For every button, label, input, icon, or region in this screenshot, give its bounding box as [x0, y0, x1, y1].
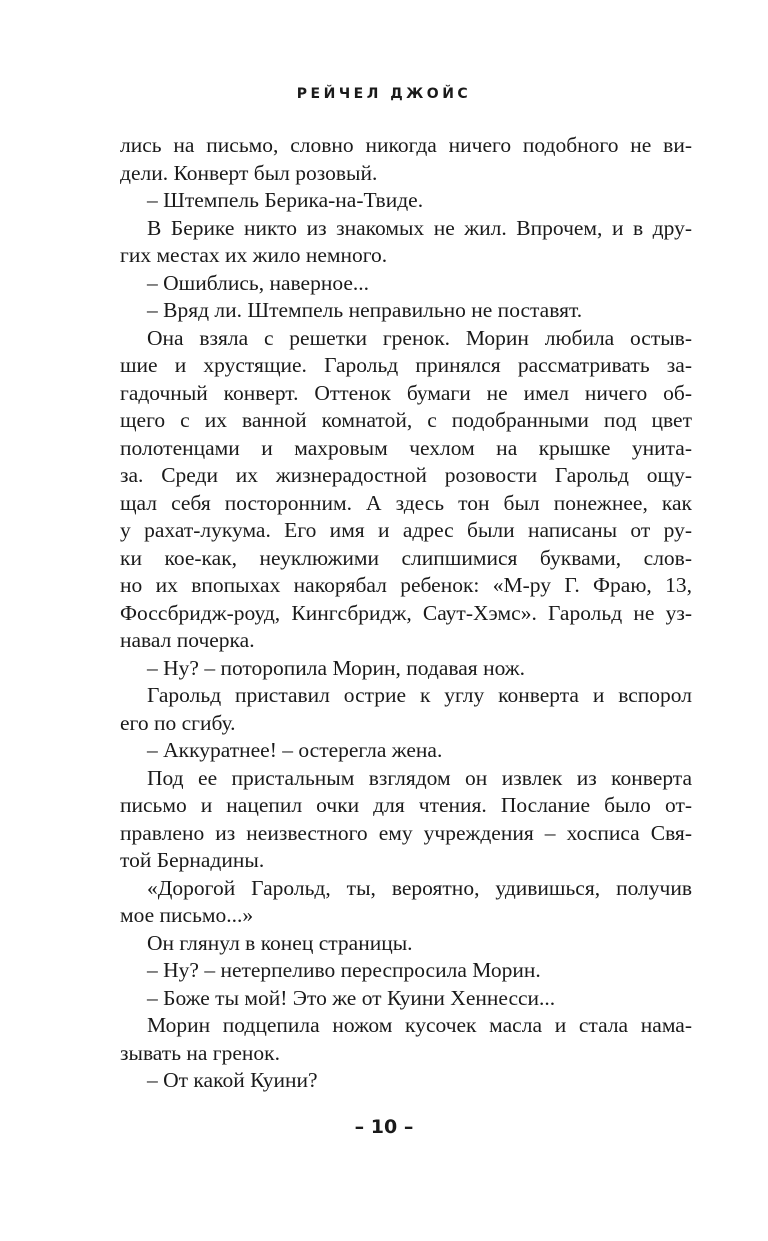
text-line: гих местах их жило немного.: [120, 243, 388, 267]
page-number: – 10 –: [354, 1116, 414, 1138]
text-line: Гарольд приставил острие к углу конверта и вспорол: [147, 683, 692, 707]
text-line: гадочный конверт. Оттенок бумаги не имел ничего об-: [120, 380, 692, 405]
text-line: щал себя посторонним. А здесь тон был понежнее, как: [120, 490, 692, 515]
text-line: – Ну? – поторопила Морин, подавая нож.: [147, 655, 526, 680]
text-line: той Бернадины.: [120, 848, 265, 872]
text-line: навал почерка.: [120, 628, 255, 652]
text-line: правлено из неизвестного ему учреждения – хосписа Свя-: [120, 820, 692, 845]
text-line: – Ошиблись, наверное...: [147, 270, 370, 295]
text-line: но их впопыхах накорябал ребенок: «М-ру Г. Фраю, 13,: [120, 573, 692, 597]
text-line: дели. Конверт был розовый.: [120, 160, 378, 185]
text-line: Он глянул в конец страницы.: [147, 930, 413, 955]
text-line: зывать на гренок.: [120, 1040, 280, 1065]
text-line: за. Среди их жизнерадостной розовости Гарольд ощу-: [120, 463, 692, 487]
text-line: Под ее пристальным взглядом он извлек из конверта: [147, 765, 692, 790]
text-line: – Вряд ли. Штемпель неправильно не поставят.: [147, 298, 583, 322]
text-line: шие и хрустящие. Гарольд принялся рассматривать за-: [120, 353, 692, 377]
text-line: полотенцами и махровым чехлом на крышке унита-: [120, 435, 692, 460]
text-line: Фоссбридж-роуд, Кингсбридж, Саут-Хэмс». Гарольд не уз-: [120, 600, 692, 625]
running-head: РЕЙЧЕЛ ДЖОЙС: [296, 86, 472, 102]
text-line: – Штемпель Берика-на-Твиде.: [147, 188, 424, 212]
text-line: лись на письмо, словно никогда ничего подобного не ви-: [120, 133, 692, 157]
text-line: – Боже ты мой! Это же от Куини Хеннесси...: [147, 985, 556, 1010]
text-line: его по сгибу.: [120, 710, 236, 735]
text-line: – Аккуратнее! – остерегла жена.: [147, 738, 443, 762]
text-line: ки кое-как, неуклюжими слипшимися буквами, слов-: [120, 545, 692, 570]
text-line: – Ну? – нетерпеливо переспросила Морин.: [147, 958, 541, 982]
text-line: – От какой Куини?: [147, 1068, 318, 1092]
text-line: Морин подцепила ножом кусочек масла и стала нама-: [147, 1013, 692, 1037]
text-line: у рахат-лукума. Его имя и адрес были написаны от ру-: [120, 518, 692, 542]
text-line: «Дорогой Гарольд, ты, вероятно, удивишься, получив: [147, 875, 692, 900]
text-line: В Берике никто из знакомых не жил. Впрочем, и в дру-: [147, 215, 692, 240]
text-line: Она взяла с решетки гренок. Морин любила остыв-: [147, 325, 692, 350]
text-line: письмо и нацепил очки для чтения. Послание было от-: [120, 793, 692, 817]
body-text: [120, 132, 692, 1095]
text-line: щего с их ванной комнатой, с подобранными под цвет: [120, 408, 692, 432]
text-line: мое письмо...»: [120, 903, 254, 927]
